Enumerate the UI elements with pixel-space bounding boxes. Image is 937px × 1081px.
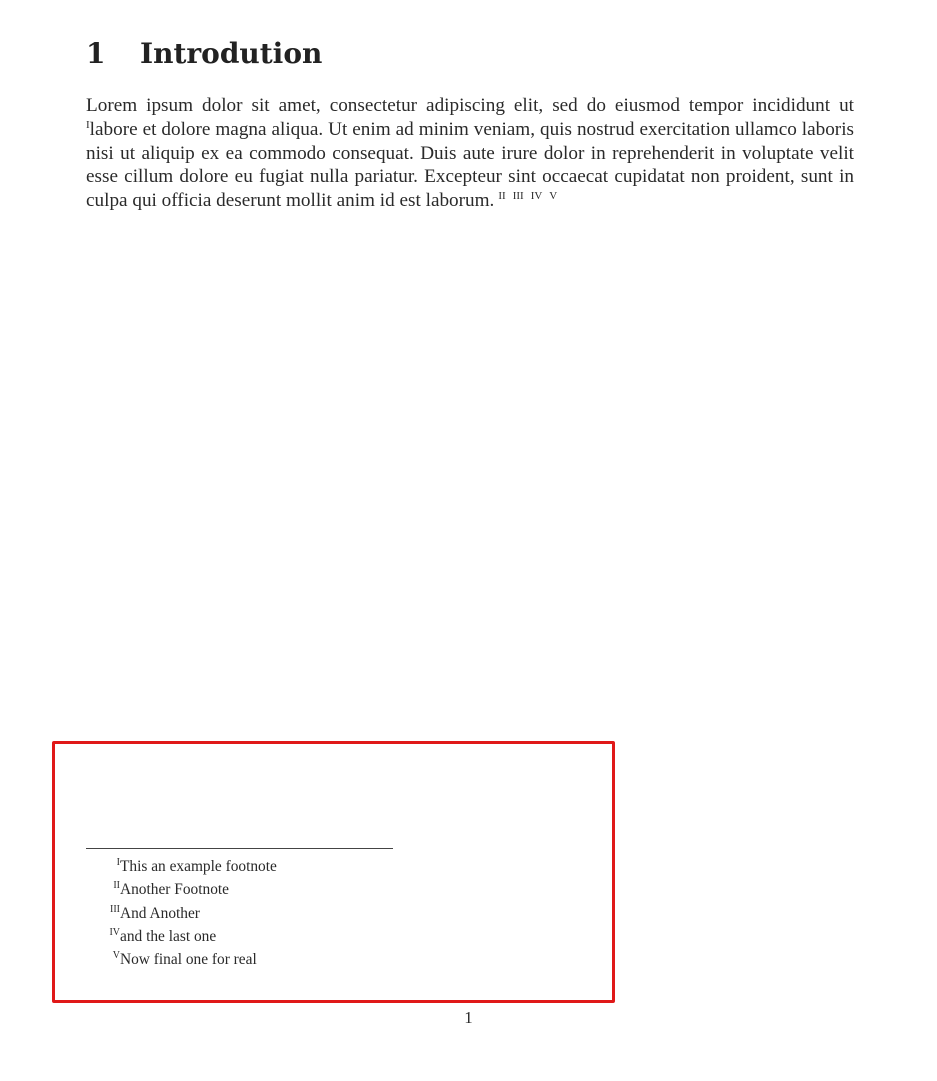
trailing-footnote-marks [498,190,564,211]
footnote-mark-1[interactable]: I [86,118,90,131]
footnote-text: And Another [120,904,200,922]
paragraph-text-part2: labore et dolore magna aliqua. Ut enim ad minim veniam, quis nostrud exercitation ullamco laboris nisi ut aliquip ex ea commodo consequat. Duis aute irure dolor in reprehenderit in voluptate velit esse cillum dolore eu fugiat nulla pariatur. Excepteur sint occaecat cupidatat non proident, sunt in culpa qui officia deserunt mollit anim id est laborum. [86,118,854,212]
footnote-label: I [116,857,120,868]
footnote-mark-4[interactable]: IV [530,190,543,203]
footnote-mark-2[interactable]: II [498,190,506,203]
footnote-list [86,856,277,972]
footnote-label: II [113,880,120,892]
footnote-text: This an example footnote [120,858,277,875]
footnote-divider [86,848,393,849]
footnote-text: Another Footnote [120,881,230,899]
footnote-text: and the last one [120,927,217,945]
footnote-label: V [112,950,120,962]
section-title: Introdution [140,37,323,70]
section-heading [86,34,322,74]
body-paragraph [86,94,854,213]
footnote-mark-3[interactable]: III [512,190,524,203]
footnote-label: III [110,903,120,915]
section-number: 1 [86,37,106,70]
footnote-text: Now final one for real [120,951,257,969]
footnote-item [86,949,277,972]
footnote-label: IV [109,926,120,938]
paragraph-text-part1: Lorem ipsum dolor sit amet, consectetur adipiscing elit, sed do eiusmod tempor incididunt ut [86,95,854,116]
footnote-mark-5[interactable]: V [549,190,558,203]
page-number: 1 [464,1008,473,1027]
